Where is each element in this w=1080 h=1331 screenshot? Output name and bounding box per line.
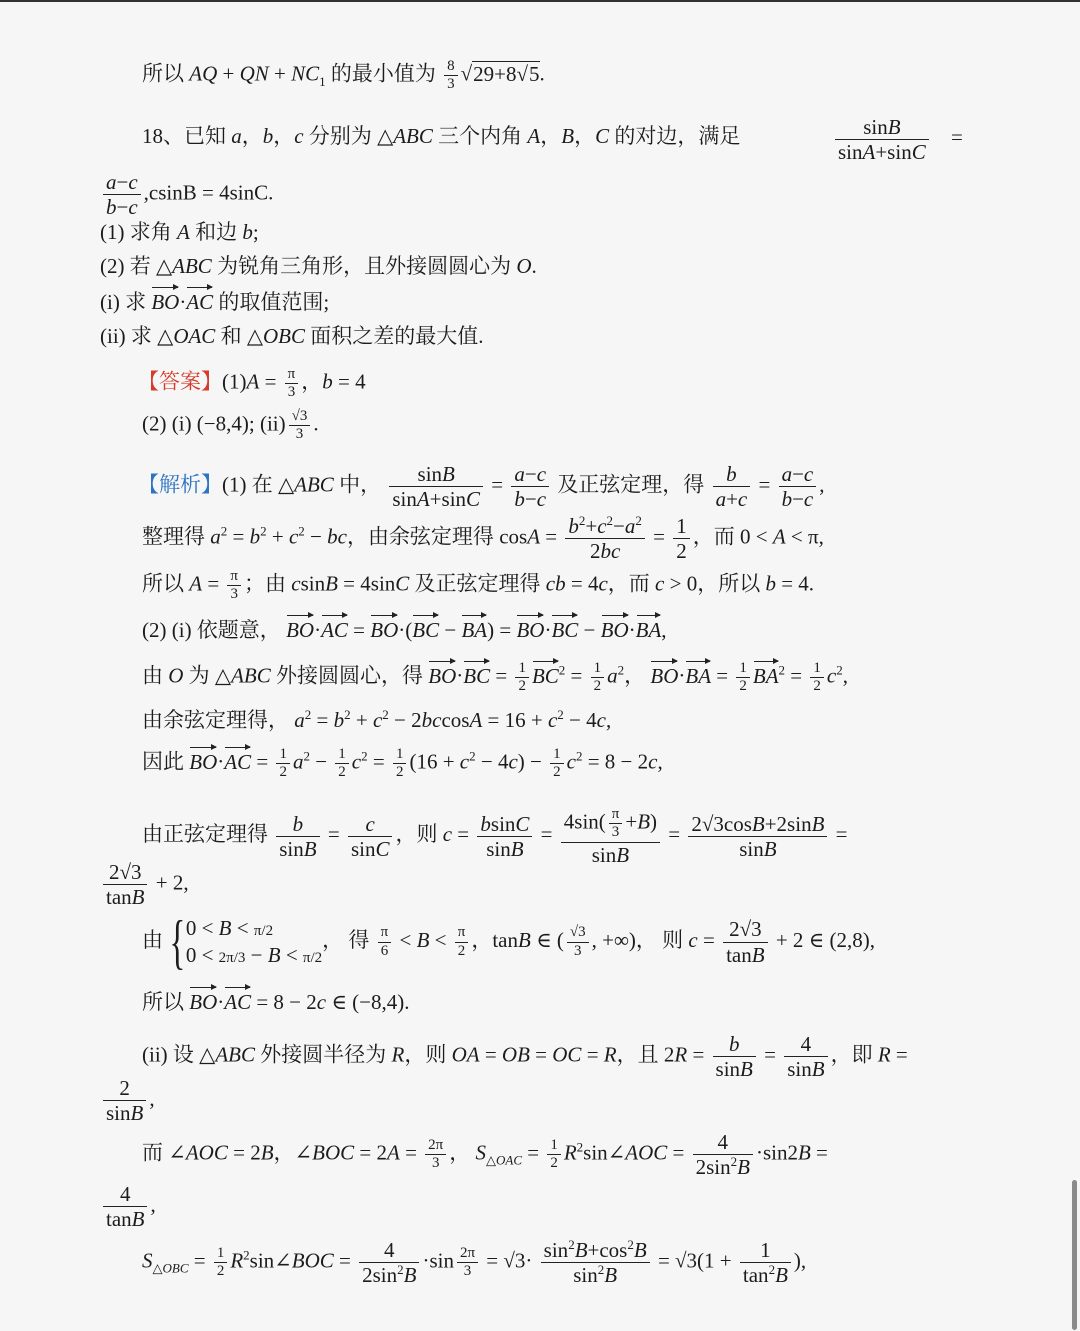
solution-line-8: 由正弦定理得 $\frac{b}{\sin B}$ = $\frac{c}{\sin C}$ ，则 c = $\frac{bsinC}{\sin B}$ = 4sin( $\frac{\pi}{3}$ +B) sinB = $\frac{2√3\cos B+2\sin B}{\sin B}$ = [142,806,848,867]
problem-18-condition: $\frac{a-c}{b-c}$ ,csinB = 4sinC. [100,170,273,219]
solution-line-12: (ii) 设 △ABC 外接圆半径为 R，则 OA = OB = OC = R，且 2R = $\frac{b}{\sin B}$ = $\frac{4}{\sin B}$ ，即 R = [142,1032,908,1082]
solution-line-2: 整理得 $a^2 = b^2 + c^2$ − bc，由余弦定理得 cosA = $\frac{b^2+c^2-a^2}{2bc}$ = $\frac{1}{2}$ ，而 0 < A < π, [142,513,824,564]
solution-line-3: 所以 A = $\frac{\pi}{3}$ ；由 csinB = 4sinC 及正弦定理得 cb = 4c，而 c > 0，所以 b = 4. [142,568,815,603]
scrollbar[interactable] [1072,1180,1077,1330]
answer-line-2: (2) (i) (−8,4); (ii) $\frac{√3}{3}$ . [142,408,319,443]
part-2: (2) 若 △ABC 为锐角三角形，且外接圆圆心为 O. [100,254,537,278]
solution-line-5: 由 O 为 △ABC 外接圆圆心，得 BO·BC = $\frac{1}{2}$ $BC^2$ = $\frac{1}{2}$ $a^2$， BO·BA = $\frac{1}{2}$ $BA^2$ = $\frac{1}{2}$ $c^2$, [142,660,848,695]
solution-line-14: 而 ∠AOC = 2B，∠BOC = 2A = $\frac{2\pi}{3}$ ， $S_{\triangle OAC}$ = $\frac{1}{2}$ $R^2\sin\angle AOC$ = $\frac{4}{2\sin^2B}$ ·sin2B = [142,1130,828,1180]
solution-line-1: 【解析】(1) 在 △ABC 中， $\frac{\sin B}{\sin A+\sin C}$ = $\frac{a-c}{b-c}$ 及正弦定理，得 $\frac{b}{a+c}$ = $\frac{a-c}{b-c}$ , [138,462,825,512]
solution-line-6: 由余弦定理得， $a^2 = b^2 + c^2 - 2bccosA = 16 + c^2 - 4c$, [142,707,612,732]
solution-tag: 【解析】 [138,472,222,497]
solution-line-7: 因此 BO·AC = $\frac{1}{2}$ $a^2$ − $\frac{1}{2}$ $c^2$ = $\frac{1}{2}$ $(16 + c^2 - 4c)$ − $\frac{1}{2}$ $c^2 = 8 - 2c$, [142,746,663,781]
solution-line-13: $\frac{2}{\sin B}$ , [100,1076,155,1125]
problem-18-fraction: $\frac{\sin B}{\sin A+\sin C}$ = [832,115,963,164]
solution-line-11: 所以 BO·AC = 8 − 2c ∈ (−8,4). [142,990,410,1014]
prev-conclusion-line: 所以 AQ + QN + $NC_1$ 的最小值为 $\frac{8}{3}$ √29+8√5. [142,58,545,93]
solution-line-16: $S_{\triangle OBC}$ = $\frac{1}{2}$ $R^2\sin\angle BOC$ = $\frac{4}{2\sin^2B}$ ·sin $\frac{2\pi}{3}$ = √3· $\frac{\sin^2B+\cos^2B}{\sin^2B}$ = √3(1 + $\frac{1}{\tan^2B}$ ), [142,1237,807,1288]
part-1: (1) 求角 A 和边 b; [100,220,259,244]
problem-18-stem: 18、已知 a，b，c 分别为 △ABC 三个内角 A，B，C 的对边，满足 [142,124,741,148]
solution-line-10: 由 { 0 < B < π/2 0 < 2π/3 − B < π/2 ， 得 $\frac{\pi}{6}$ < B < $\frac{\pi}{2}$ ，tanB ∈ ( $\frac{√3}{3}$ , +∞)， 则 c = $\frac{2√3}{\tan B}$ + 2 ∈ (2,8), [142,909,875,975]
solution-line-4: (2) (i) 依题意， BO·AC = BO·(BC − BA) = BO·BC − BO·BA, [142,618,667,642]
solution-line-15: $\frac{4}{\tan B}$ , [100,1182,156,1231]
top-border [0,0,1080,2]
solution-line-9: $\frac{2√3}{\tan B}$ + 2, [100,860,189,909]
part-2-ii: (ii) 求 △OAC 和 △OBC 面积之差的最大值. [100,324,484,348]
answer-tag: 【答案】 [138,369,222,394]
answer-line-1: 【答案】(1)A = $\frac{\pi}{3}$ ，b = 4 [138,366,366,401]
part-2-i: (i) 求 BO·AC 的取值范围; [100,290,330,314]
